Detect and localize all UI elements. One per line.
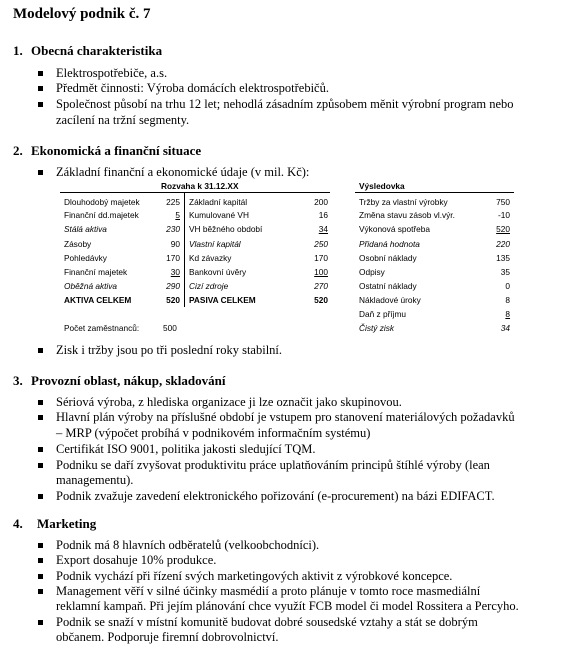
bullet-icon — [38, 71, 43, 76]
balance-divider — [184, 193, 185, 307]
s1-item-2: Předmět činnosti: Výroba domácích elektrospotřebičů. — [56, 81, 329, 95]
income-value: 135 — [496, 253, 510, 263]
bullet-icon — [38, 348, 43, 353]
income-label: Čistý zisk — [359, 323, 395, 333]
s1-item-3-cont: zacílení na tržní segmenty. — [56, 113, 190, 127]
asset-value: 90 — [170, 239, 180, 249]
liability-label: Cizí zdroje — [189, 281, 229, 291]
s1-item-1: Elektrospotřebiče, a.s. — [56, 66, 168, 80]
liability-value: 34 — [318, 224, 328, 234]
section-1-title: Obecná charakteristika — [31, 43, 163, 58]
income-top-rule — [355, 192, 514, 193]
income-value: 220 — [496, 239, 510, 249]
asset-label: Zásoby — [64, 239, 92, 249]
income-label: Odpisy — [359, 267, 385, 277]
section-1-heading — [13, 43, 162, 59]
bullet-icon — [38, 447, 43, 452]
s3-line: Certifikát ISO 9001, politika jakosti sledující TQM. — [56, 442, 316, 456]
s4-line: reklamní kampaň. Při jejím plánování chce využít FCB model či model Rossitera a Percyho. — [56, 599, 519, 613]
s3-line: managementu). — [56, 473, 134, 487]
bullet-icon — [38, 574, 43, 579]
liability-label: Základní kapitál — [189, 197, 248, 207]
asset-value: 5 — [175, 210, 180, 220]
income-label: Ostatní náklady — [359, 281, 417, 291]
assets-total-label: AKTIVA CELKEM — [64, 295, 132, 305]
bullet-icon — [38, 558, 43, 563]
liabilities-total-value: 520 — [314, 295, 328, 305]
bullet-icon — [38, 620, 43, 625]
s4-line: Podnik má 8 hlavních odběratelů (velkoobchodníci). — [56, 538, 320, 552]
section-4-title: Marketing — [37, 516, 97, 531]
liabilities-total-label: PASIVA CELKEM — [189, 295, 256, 305]
income-value: -10 — [498, 210, 510, 220]
liability-label: VH běžného období — [189, 224, 263, 234]
asset-value: 230 — [166, 224, 180, 234]
liability-label: Vlastní kapitál — [189, 239, 241, 249]
section-1-number: 1. — [13, 43, 23, 58]
balance-title: Rozvaha k 31.12.XX — [161, 181, 239, 191]
liability-value: 270 — [314, 281, 328, 291]
s3-line: Podniku se daří zvyšovat produktivitu práce uplatňováním principů štíhlé výroby (lean — [56, 458, 490, 472]
asset-label: Dlouhodobý majetek — [64, 197, 140, 207]
income-label: Nákladové úroky — [359, 295, 421, 305]
liability-label: Kd závazky — [189, 253, 232, 263]
asset-label: Stálá aktiva — [64, 224, 107, 234]
section-3-title: Provozní oblast, nákup, skladování — [31, 373, 226, 388]
section-3-number: 3. — [13, 373, 23, 388]
income-label: Přidaná hodnota — [359, 239, 420, 249]
s4-line: Podnik vychází při řízení svých marketingových aktivit z výrobkové koncepce. — [56, 569, 453, 583]
balance-top-rule — [60, 192, 330, 193]
income-label: Změna stavu zásob vl.výr. — [359, 210, 455, 220]
s4-line: Export dosahuje 10% produkce. — [56, 553, 217, 567]
asset-label: Finanční majetek — [64, 267, 128, 277]
asset-value: 225 — [166, 197, 180, 207]
section-2-number: 2. — [13, 143, 23, 158]
bullet-icon — [38, 170, 43, 175]
s2-after: Zisk i tržby jsou po tři poslední roky stabilní. — [56, 343, 283, 357]
asset-label: Oběžná aktiva — [64, 281, 118, 291]
income-title: Výsledovka — [359, 181, 405, 191]
asset-value: 290 — [166, 281, 180, 291]
bullet-icon — [38, 463, 43, 468]
assets-total-value: 520 — [166, 295, 180, 305]
income-label: Daň z příjmu — [359, 309, 407, 319]
income-value: 8 — [505, 309, 510, 319]
liability-value: 16 — [318, 210, 328, 220]
section-4-heading — [13, 516, 96, 532]
s4-line: Podnik se snaží v místní komunitě budovat dobré sousedské vztahy a stát se dobrým — [56, 615, 478, 629]
asset-label: Pohledávky — [64, 253, 107, 263]
income-value: 750 — [496, 197, 510, 207]
bullet-icon — [38, 86, 43, 91]
asset-value: 170 — [166, 253, 180, 263]
section-3-heading — [13, 373, 225, 389]
s3-line: Podnik zvažuje zavedení elektronického pořizování (e-procurement) na bázi EDIFACT. — [56, 489, 495, 503]
s3-line: Sériová výroba, z hlediska organizace ji lze označit jako skupinovou. — [56, 395, 402, 409]
employees-value: 500 — [163, 323, 177, 333]
liability-value: 200 — [314, 197, 328, 207]
employees-label: Počet zaměstnanců: — [64, 323, 140, 333]
asset-label: Finanční dd.majetek — [64, 210, 139, 220]
income-value: 34 — [500, 323, 510, 333]
income-value: 35 — [500, 267, 510, 277]
income-label: Výkonová spotřeba — [359, 224, 431, 234]
section-2-title: Ekonomická a finanční situace — [31, 143, 202, 158]
bullet-icon — [38, 494, 43, 499]
income-label: Osobní náklady — [359, 253, 417, 263]
bullet-icon — [38, 589, 43, 594]
s3-line: – MRP (výpočet probíhá v podnikovém informačním systému) — [56, 426, 371, 440]
page-title: Modelový podnik č. 7 — [13, 6, 151, 22]
income-value: 0 — [505, 281, 510, 291]
section-2-heading — [13, 143, 201, 159]
s2-intro: Základní finanční a ekonomické údaje (v mil. Kč): — [56, 165, 310, 179]
bullet-icon — [38, 415, 43, 420]
income-value: 8 — [505, 295, 510, 305]
section-4-number: 4. — [13, 516, 23, 531]
bullet-icon — [38, 400, 43, 405]
liability-value: 170 — [314, 253, 328, 263]
liability-label: Bankovní úvěry — [189, 267, 247, 277]
bullet-icon — [38, 102, 43, 107]
s3-line: Hlavní plán výroby na příslušné období je vstupem pro stanovení materiálových požadavků — [56, 410, 515, 424]
liability-value: 100 — [314, 267, 328, 277]
income-label: Tržby za vlastní výrobky — [359, 197, 448, 207]
bullet-icon — [38, 543, 43, 548]
liability-value: 250 — [314, 239, 328, 249]
asset-value: 30 — [170, 267, 180, 277]
s1-item-3: Společnost působí na trhu 12 let; nehodlá zásadním způsobem měnit výrobní program nebo — [56, 97, 514, 111]
s4-line: občanem. Podporuje firemní dobrovolnictví. — [56, 630, 279, 644]
income-value: 520 — [496, 224, 510, 234]
liability-label: Kumulované VH — [189, 210, 249, 220]
s4-line: Management věří v silné účinky masmédií a proto plánuje v tomto roce masmediální — [56, 584, 481, 598]
